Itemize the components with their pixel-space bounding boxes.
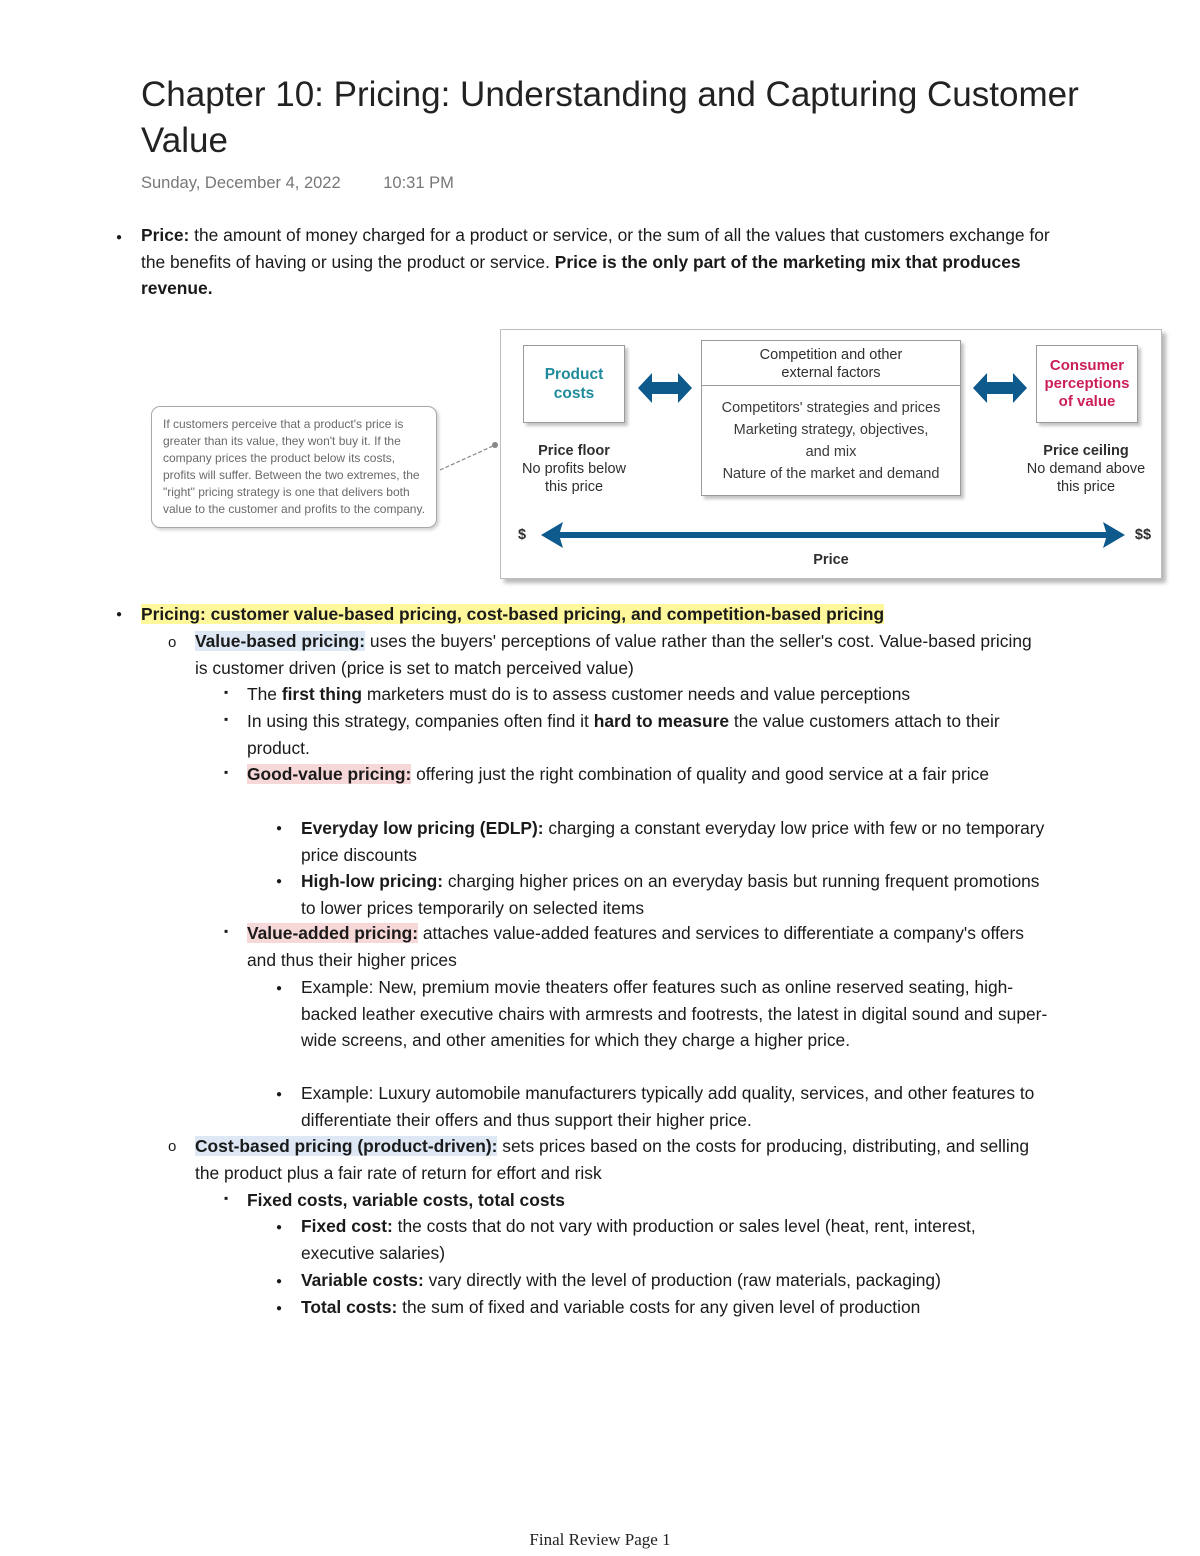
square-bullet: ▪: [224, 712, 229, 726]
square-bullet: ▪: [224, 685, 229, 699]
value-added-text: attaches value-added features and services to differentiate a company's offers and thus their higher prices: [247, 923, 1024, 970]
diagram-callout: If customers perceive that a product's price is greater than its value, they won't buy it. If the company prices the product below its costs, profits will suffer. Between the two extremes, the "right" pricing strategy is one that delivers both value to the customer and profits to the company.: [151, 406, 437, 528]
price-ceiling-line2: this price: [1056, 479, 1116, 495]
value-based-pricing: [195, 628, 1045, 681]
price-term: Price:: [141, 225, 190, 245]
measure-bold: hard to measure: [593, 711, 730, 731]
good-value-pricing: [247, 761, 1052, 788]
price-floor-label: [509, 442, 639, 496]
price-definition-text: the amount of money charged for a product or service, or the sum of all the values that customers exchange for the benefits of having or using the product or service.: [141, 225, 1050, 272]
variable-costs-term: Variable costs:: [301, 1270, 424, 1290]
value-based-text: uses the buyers' perceptions of value rather than the seller's cost. Value-based pricing is customer driven (price is set to match perceived value): [195, 631, 1032, 678]
low-price-symbol: $: [517, 527, 527, 543]
disc-bullet: ●: [276, 983, 283, 994]
disc-bullet: ●: [276, 1222, 283, 1233]
high-low-item: [301, 868, 1046, 921]
example-movie-theaters: Example: New, premium movie theaters offer features such as online reserved seating, high-backed leather executive chairs with armrests and footrests, the latest in digital sound and super-wide screens, and other amenities for which they charge a higher price.: [301, 977, 1048, 1050]
competition-title-line1: Competition and other: [759, 347, 903, 363]
hard-to-measure-item: [247, 708, 1052, 761]
first-thing-bold: first thing: [281, 684, 362, 704]
measure-pre: In using this strategy, companies often find it: [247, 711, 594, 731]
first-thing-pre: The: [247, 684, 282, 704]
cost-based-pricing: [195, 1133, 1045, 1186]
competition-item-mix: and mix: [805, 444, 857, 460]
page-date: Sunday, December 4, 2022: [141, 174, 341, 192]
square-bullet: ▪: [224, 765, 229, 779]
page-meta: [141, 174, 454, 193]
fixed-cost-item: [301, 1213, 1046, 1266]
circle-bullet: o: [168, 1138, 177, 1155]
price-floor-line2: this price: [544, 479, 604, 495]
costs-heading: Fixed costs, variable costs, total costs: [247, 1190, 565, 1210]
value-based-term: Value-based pricing:: [195, 631, 366, 651]
price-floor-title: Price floor: [538, 443, 610, 459]
high-low-text: charging higher prices on an everyday basis but running frequent promotions to lower prices temporarily on selected items: [301, 871, 1040, 918]
disc-bullet: ●: [276, 876, 283, 887]
variable-costs-text: vary directly with the level of production (raw materials, packaging): [423, 1270, 941, 1290]
variable-costs-item: [301, 1267, 1061, 1294]
disc-bullet: ●: [276, 1303, 283, 1314]
first-thing-item: [247, 681, 1067, 708]
good-value-text: offering just the right combination of quality and good service at a fair price: [411, 764, 990, 784]
competition-title-line2: external factors: [781, 365, 881, 381]
price-ceiling-title: Price ceiling: [1043, 443, 1129, 459]
consumer-line2: perceptions: [1044, 375, 1130, 392]
competition-item-marketing: Marketing strategy, objectives,: [733, 422, 929, 438]
value-added-term: Value-added pricing:: [247, 923, 419, 943]
product-costs-line1: Product: [544, 366, 604, 383]
first-thing-post: marketers must do is to assess customer needs and value perceptions: [362, 684, 911, 704]
competition-box: [701, 340, 961, 496]
fixed-cost-term: Fixed cost:: [301, 1216, 393, 1236]
pricing-heading-block: [141, 601, 1076, 628]
page-time: 10:31 PM: [383, 174, 454, 192]
consumer-line1: Consumer: [1049, 357, 1125, 374]
circle-bullet: o: [168, 634, 177, 651]
price-axis-label: Price: [813, 552, 849, 568]
page-title: Chapter 10: Pricing: Understanding and Capturing Customer Value: [141, 75, 1079, 160]
disc-bullet: ●: [276, 1276, 283, 1287]
disc-bullet: ●: [276, 823, 283, 834]
page-footer: Final Review Page 1: [529, 1530, 671, 1549]
cost-based-term: Cost-based pricing (product-driven):: [195, 1136, 498, 1156]
value-added-pricing: [247, 920, 1037, 973]
competition-item-strategies: Competitors' strategies and prices: [721, 400, 941, 416]
product-costs-box: [523, 345, 625, 423]
double-arrow-icon-left: [636, 370, 694, 406]
fixed-cost-text: the costs that do not vary with production or sales level (heat, rent, interest, executive salaries): [301, 1216, 976, 1263]
consumer-line3: of value: [1058, 393, 1116, 410]
edlp-text: charging a constant everyday low price with few or no temporary price discounts: [301, 818, 1045, 865]
cost-based-text: sets prices based on the costs for producing, distributing, and selling the product plus a fair rate of return for effort and risk: [195, 1136, 1030, 1183]
callout-connector: [437, 440, 503, 472]
price-emphasis: Price is the only part of the marketing mix that produces revenue.: [141, 251, 1021, 298]
product-costs-line2: costs: [553, 385, 595, 402]
consumer-perceptions-box: [1036, 345, 1138, 423]
double-arrow-icon-right: [971, 370, 1029, 406]
edlp-term: Everyday low pricing (EDLP):: [301, 818, 544, 838]
square-bullet: ▪: [224, 924, 229, 938]
total-costs-text: the sum of fixed and variable costs for any given level of production: [397, 1297, 921, 1317]
square-bullet: ▪: [224, 1191, 229, 1205]
disc-bullet: ●: [116, 609, 123, 620]
pricing-considerations-diagram: [500, 329, 1162, 579]
price-ceiling-line1: No demand above: [1026, 461, 1146, 477]
example-luxury-automobiles: Example: Luxury automobile manufacturers typically add quality, services, and other features to differentiate their offers and thus support their higher price.: [301, 1083, 1035, 1130]
disc-bullet: ●: [276, 1089, 283, 1100]
competition-item-market: Nature of the market and demand: [722, 466, 940, 482]
pricing-heading: Pricing: customer value-based pricing, cost-based pricing, and competition-based pricing: [141, 604, 885, 624]
total-costs-term: Total costs:: [301, 1297, 398, 1317]
good-value-term: Good-value pricing:: [247, 764, 412, 784]
price-definition: [141, 222, 1076, 302]
price-ceiling-label: [1016, 442, 1156, 496]
high-price-symbol: $$: [1134, 527, 1152, 543]
total-costs-item: [301, 1294, 1061, 1321]
edlp-item: [301, 815, 1046, 868]
price-axis-arrow-icon: [539, 519, 1127, 551]
disc-bullet: ●: [116, 232, 123, 243]
price-floor-line1: No profits below: [522, 461, 626, 477]
measure-post: the value customers attach to their product.: [247, 711, 1000, 758]
high-low-term: High-low pricing:: [301, 871, 444, 891]
